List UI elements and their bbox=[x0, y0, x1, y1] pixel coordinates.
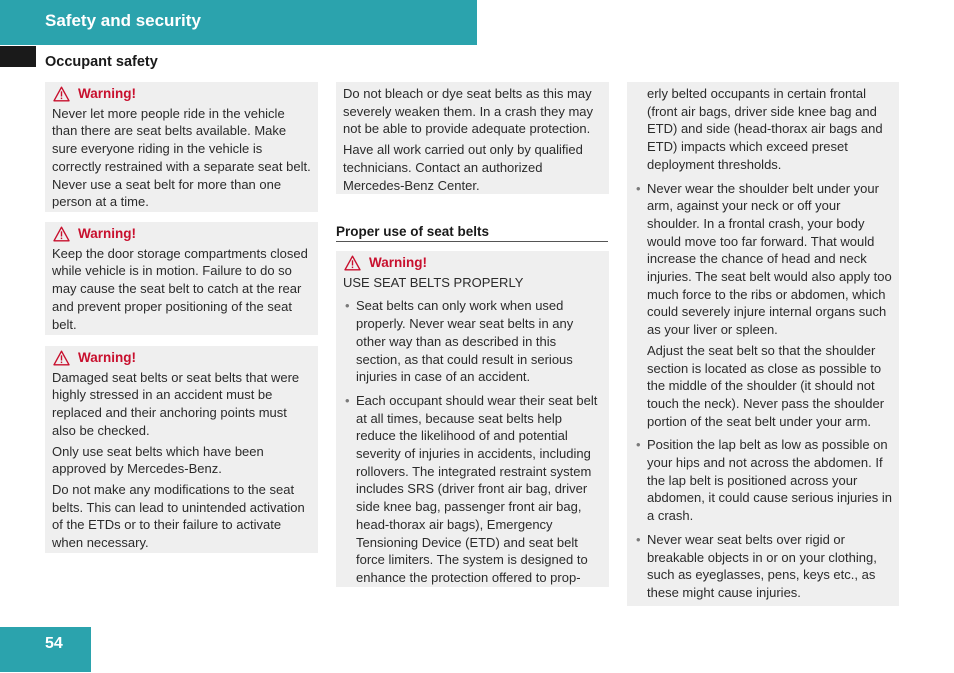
warning-label: Warning! bbox=[78, 86, 136, 101]
warning-text: Have all work carried out only by qualified technicians. Contact an authorized Mercedes-Benz Center. bbox=[343, 142, 583, 193]
bullet-icon: • bbox=[345, 392, 350, 408]
list-item-text: Position the lap belt as low as possible on your hips and not across the abdomen. If the lap belt is positioned across your abdomen, it could cause serious injuries in a crash. bbox=[647, 437, 892, 524]
warning-triangle-icon bbox=[53, 226, 70, 242]
list-item-text: Never wear seat belts over rigid or breakable objects in or on your clothing, such as eyeglasses, pens, keys etc., as these might cause injuries. bbox=[647, 531, 877, 600]
warning-header bbox=[53, 349, 312, 367]
warning-header bbox=[53, 225, 312, 243]
list-item bbox=[634, 531, 893, 602]
subsection-heading: Proper use of seat belts bbox=[336, 224, 608, 242]
warning-text: Never let more people ride in the vehicle than there are seat belts available. Make sure everyone riding in the vehicle is correctly restrained with a separate seat belt. Never use a seat belt for more than one person at a time. bbox=[52, 105, 311, 210]
list-item bbox=[634, 436, 893, 525]
warning-header bbox=[344, 254, 603, 272]
bullet-icon: • bbox=[636, 531, 641, 547]
warning-text: Do not bleach or dye seat belts as this may severely weaken them. In a crash they may not be able to provide adequate protection. bbox=[343, 86, 594, 137]
list-item bbox=[343, 392, 603, 587]
warning-text: erly belted occupants in certain frontal (front air bags, driver side knee bag and ETD) and side (head-thorax air bags and ETD) impacts which exceed preset deployment thresholds. bbox=[647, 86, 883, 172]
list-item-extra: Adjust the seat belt so that the shoulder section is located as close as possible to the middle of the shoulder (it should not touch the neck). Never pass the shoulder portion of the seat belt under your arm. bbox=[647, 342, 885, 429]
warning-triangle-icon bbox=[53, 86, 70, 102]
list-item-text: Each occupant should wear their seat belt at all times, because seat belts help reduce the likelihood of and potential severity of injuries in accidents, including rollovers. The integrated restraint system includes SRS (driver front air bag, driver side knee bag, passenger front air bag, head-thorax air bags), Emergency Tensioning Device (ETD) and seat belt force limiters. The system is designed to enhance the protection offered to prop- bbox=[356, 392, 598, 585]
section-title: Occupant safety bbox=[45, 54, 158, 70]
warning-continuation-box bbox=[336, 82, 609, 194]
warning-text: Damaged seat belts or seat belts that were highly stressed in an accident must be replaced and their anchoring points must also be checked. bbox=[52, 369, 300, 438]
warning-box-4 bbox=[336, 251, 609, 587]
warning-continuation-box bbox=[627, 82, 899, 606]
warning-text: Do not make any modifications to the seat belts. This can lead to unintended activation of the ETDs or to their failure to activate when necessary. bbox=[52, 481, 305, 551]
page-number: 54 bbox=[45, 635, 63, 652]
warning-text: Only use seat belts which have been approved by Mercedes-Benz. bbox=[52, 443, 264, 477]
warning-text: Keep the door storage compartments closed while vehicle is in motion. Failure to do so may cause the seat belt to catch at the rear and prevent proper positioning of the seat belt. bbox=[52, 245, 308, 332]
warning-triangle-icon bbox=[53, 350, 70, 366]
chapter-title: Safety and security bbox=[45, 11, 201, 30]
list-item-text: Never wear the shoulder belt under your arm, against your neck or off your shoulder. In a frontal crash, your body would move too far forward. That would increase the chance of head and neck injuries. The seat belt would also apply too much force to the ribs or abdomen, which could severely injure internal organs such as your liver or spleen. bbox=[647, 180, 892, 338]
list-item bbox=[634, 180, 893, 339]
warning-label: Warning! bbox=[369, 255, 427, 270]
section-marker bbox=[0, 46, 36, 67]
warning-intro: USE SEAT BELTS PROPERLY bbox=[343, 274, 524, 290]
list-item-text: Seat belts can only work when used properly. Never wear seat belts in any other way than as described in this section, as that could result in serious injuries in case of an accident. bbox=[356, 298, 574, 385]
warning-label: Warning! bbox=[78, 226, 136, 241]
bullet-icon: • bbox=[636, 180, 641, 196]
warning-triangle-icon bbox=[344, 255, 361, 271]
bullet-icon: • bbox=[636, 437, 641, 453]
warning-box-3 bbox=[45, 346, 318, 553]
warning-box-2 bbox=[45, 222, 318, 335]
warning-label: Warning! bbox=[78, 350, 136, 365]
warning-header bbox=[53, 85, 312, 103]
bullet-icon: • bbox=[345, 298, 350, 314]
warning-box-1 bbox=[45, 82, 318, 212]
list-item bbox=[343, 297, 603, 386]
